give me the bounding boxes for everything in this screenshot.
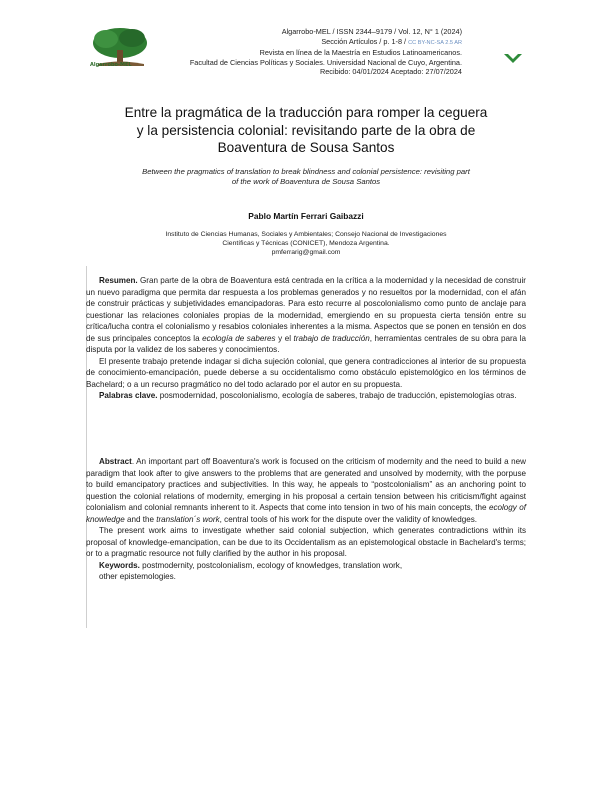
chevron-down-icon [503, 52, 523, 64]
author-name: Pablo Martín Ferrari Gaibazzi [248, 211, 364, 221]
journal-line-2: Sección Artículos / p. 1-8 / CC BY-NC-SA 2.5 AR [321, 36, 462, 46]
journal-line-1: Algarrobo-MEL / ISSN 2344–9179 / Vol. 12, N° 1 (2024) [281, 27, 462, 36]
journal-line-5: Recibido: 04/01/2024 Aceptado: 27/07/2024 [319, 67, 462, 77]
journal-header [190, 27, 462, 77]
resumen-paragraph-2: El presente trabajo pretende indagar si dicha sujeción colonial, que genera contradicciones al interior de su propuesta de conocimiento-emancipación, puede deberse a su occidentalismo como obstáculo epistemológico en los términos de Bachelard; o a un recurso pragmático no del todo aclarado por el autor en su propuesta. [86, 356, 526, 389]
resumen-keywords: Palabras clave. posmodernidad, poscolonialismo, ecología de saberes, trabajo de traducción, epistemologías otras. [99, 391, 517, 400]
abstract-keywords: Keywords. postmodernity, postcolonialism, ecology of knowledges, translation work, [99, 560, 403, 570]
resumen-section [86, 275, 526, 402]
author-email[interactable]: pmferrarig@gmail.com [271, 249, 341, 257]
article-title: Entre la pragmática de la traducción para romper la ceguera y la persistencia colonial: revisitando parte de la obra de Boaventura de Sousa Santos [124, 105, 488, 155]
journal-line-3: Revista en línea de la Maestría en Estudios Latinoamericanos. [259, 48, 462, 58]
abstract-paragraph-2: The present work aims to investigate whether said colonial subjection, which generates contradictions within its proposal of knowledge-emancipation, can be due to its Occidentalism as an epistemological obstacle in Bachelard's terms; or to a pragmatic resource not fully clarified by the author in his proposal. [86, 526, 526, 558]
resumen-paragraph-1: Resumen. Gran parte de la obra de Boaventura está centrada en la crítica a la modernidad y la necesidad de construir un nuevo paradigma que permita dar respuesta a los problemas generados y no resueltos por la modernidad, con el afán de construir prácticas y subjetividades emancipadoras. Para esto recurre al poscolonialismo como punto de anclaje para cuestionar las relaciones coloniales propias de la modernidad, emergiendo en su propuesta cierta tensión entre su crítica/lucha contra el colonialismo y resabios coloniales inherentes a la misma. Aspectos que se ponen en tensión en dos de sus principales conceptos la ecología de saberes y el trabajo de traducción, herramientas centrales de su obra para la disputa por la validez de los saberes y conocimientos. [86, 276, 526, 354]
journal-line-4: Facultad de Ciencias Políticas y Sociales. Universidad Nacional de Cuyo, Argentina. [189, 57, 462, 67]
author-affiliation: Instituto de Ciencias Humanas, Sociales y Ambientales; Consejo Nacional de Investigaciones Científicas y Técnicas (CONICET), Mendoza Argentina. pmferrarig@gmail.com [110, 230, 502, 258]
abstract-paragraph-1: Abstract. An important part off Boaventura's work is focused on the criticism of modernity and the need to build a new paradigm that look after to give answers to the problems that are generated and unsolved by modernity, with the porpuse to build emancipatory practices and subjectivities. In this way, he appeals to “postcolonialism” as an anchoring point to question the colonial relations of modernity, emerging in his proposal a certain tension between his criticism/fight against colonialism and colonial remnants inherent to it. Aspects that come into tension in two of his main concepts, the ecology of knowledge and the translation´s work, central tools of his work for the dispute over the validity of knowledges. [86, 457, 526, 524]
abstract-keywords-cont: other epistemologies. [99, 572, 176, 581]
abstract-section [86, 456, 526, 583]
license-link[interactable]: CC BY-NC-SA 2.5 AR [408, 39, 462, 46]
logo-caption: Algarrobo-MEL [90, 62, 132, 68]
article-title-english: Between the pragmatics of translation to break blindness and colonial persistence: revisiting part of the work of Boaventura de Sousa Santos [142, 167, 470, 187]
